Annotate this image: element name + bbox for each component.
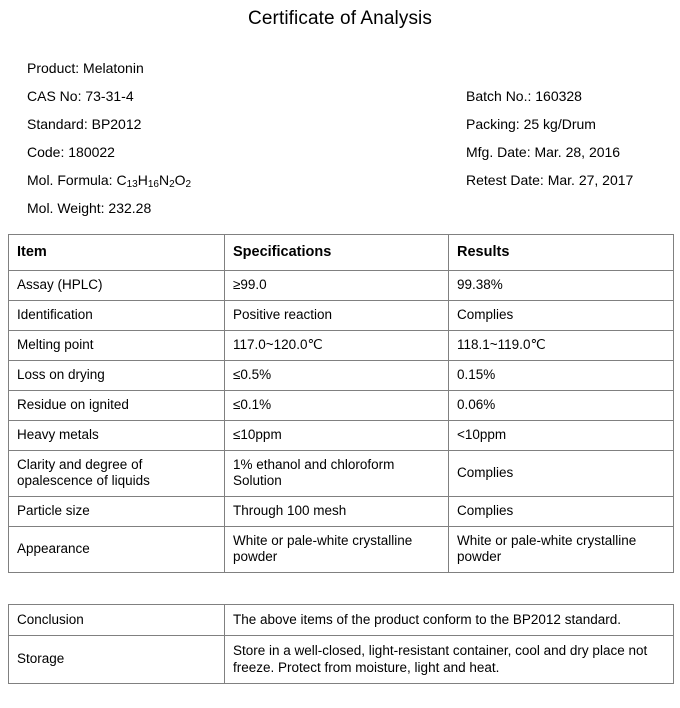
info-line-mfg-date: Mfg. Date: Mar. 28, 2016 (466, 144, 621, 160)
mol-formula-h: H (137, 172, 148, 188)
table-row (9, 421, 674, 451)
info-line-mol-formula (27, 166, 191, 194)
cell-specification: ≤10ppm (225, 421, 449, 451)
cell-specification: ≥99.0 (225, 271, 449, 301)
cell-storage-label: Storage (9, 636, 225, 684)
cell-result: 0.06% (449, 391, 674, 421)
cell-storage-text: Store in a well-closed, light-resistant container, cool and dry place not freeze. Protect from moisture, light and heat. (225, 636, 674, 684)
cell-result: <10ppm (449, 421, 674, 451)
table-header-row (9, 235, 674, 271)
cell-item: Identification (9, 301, 225, 331)
mol-formula-prefix: Mol. Formula: (27, 172, 117, 188)
table-row (9, 451, 674, 497)
cell-result: 118.1~119.0℃ (449, 331, 674, 361)
cell-specification: ≤0.5% (225, 361, 449, 391)
mol-formula-sub-2a: 2 (169, 179, 175, 190)
table-row (9, 361, 674, 391)
cell-result: 99.38% (449, 271, 674, 301)
cell-item: Melting point (9, 331, 225, 361)
header-info-left-column (27, 54, 191, 222)
info-line-batch-no: Batch No.: 160328 (466, 88, 582, 104)
mol-formula-sub-2b: 2 (185, 179, 192, 190)
table-row (9, 301, 674, 331)
specifications-table (8, 234, 674, 573)
table-row-storage (9, 636, 674, 684)
mol-formula-o: O (174, 172, 186, 188)
column-header-results: Results (449, 235, 674, 271)
cell-item: Loss on drying (9, 361, 225, 391)
info-line-retest-date: Retest Date: Mar. 27, 2017 (466, 172, 634, 188)
info-line-mol-weight: Mol. Weight: 232.28 (27, 200, 152, 216)
cell-item: Residue on ignited (9, 391, 225, 421)
cell-conclusion-label: Conclusion (9, 605, 225, 636)
cell-specification: 117.0~120.0℃ (225, 331, 449, 361)
cell-item: Particle size (9, 497, 225, 527)
info-line-product: Product: Melatonin (27, 60, 144, 76)
info-line-cas-no: CAS No: 73-31-4 (27, 88, 134, 104)
table-row (9, 391, 674, 421)
table-row-conclusion (9, 605, 674, 636)
info-line-code: Code: 180022 (27, 144, 115, 160)
cell-result: Complies (449, 301, 674, 331)
mol-formula-sub-16: 16 (147, 179, 159, 190)
header-info-right-column (466, 82, 633, 194)
mol-formula-n: N (158, 172, 170, 188)
cell-specification: ≤0.1% (225, 391, 449, 421)
cell-specification: White or pale-white crystalline powder (225, 527, 449, 573)
cell-item: Appearance (9, 527, 225, 573)
cell-specification: 1% ethanol and chloroform Solution (225, 451, 449, 497)
cell-result: 0.15% (449, 361, 674, 391)
column-header-specifications: Specifications (225, 235, 449, 271)
cell-item: Heavy metals (9, 421, 225, 451)
mol-formula-sub-13: 13 (126, 179, 138, 190)
cell-specification: Through 100 mesh (225, 497, 449, 527)
info-line-packing: Packing: 25 kg/Drum (466, 116, 596, 132)
info-line-standard: Standard: BP2012 (27, 116, 142, 132)
cell-specification: Positive reaction (225, 301, 449, 331)
table-row (9, 497, 674, 527)
header-info-block (0, 54, 680, 218)
cell-item: Clarity and degree of opalescence of liquids (9, 451, 225, 497)
column-header-item: Item (9, 235, 225, 271)
page-title: Certificate of Analysis (248, 8, 432, 29)
table-row (9, 527, 674, 573)
cell-result: Complies (449, 451, 674, 497)
table-row (9, 331, 674, 361)
notes-table (8, 604, 674, 684)
mol-formula-c: C (116, 172, 127, 188)
cell-conclusion-text: The above items of the product conform to the BP2012 standard. (225, 605, 674, 636)
table-row (9, 271, 674, 301)
cell-result: Complies (449, 497, 674, 527)
cell-result: White or pale-white crystalline powder (449, 527, 674, 573)
cell-item: Assay (HPLC) (9, 271, 225, 301)
